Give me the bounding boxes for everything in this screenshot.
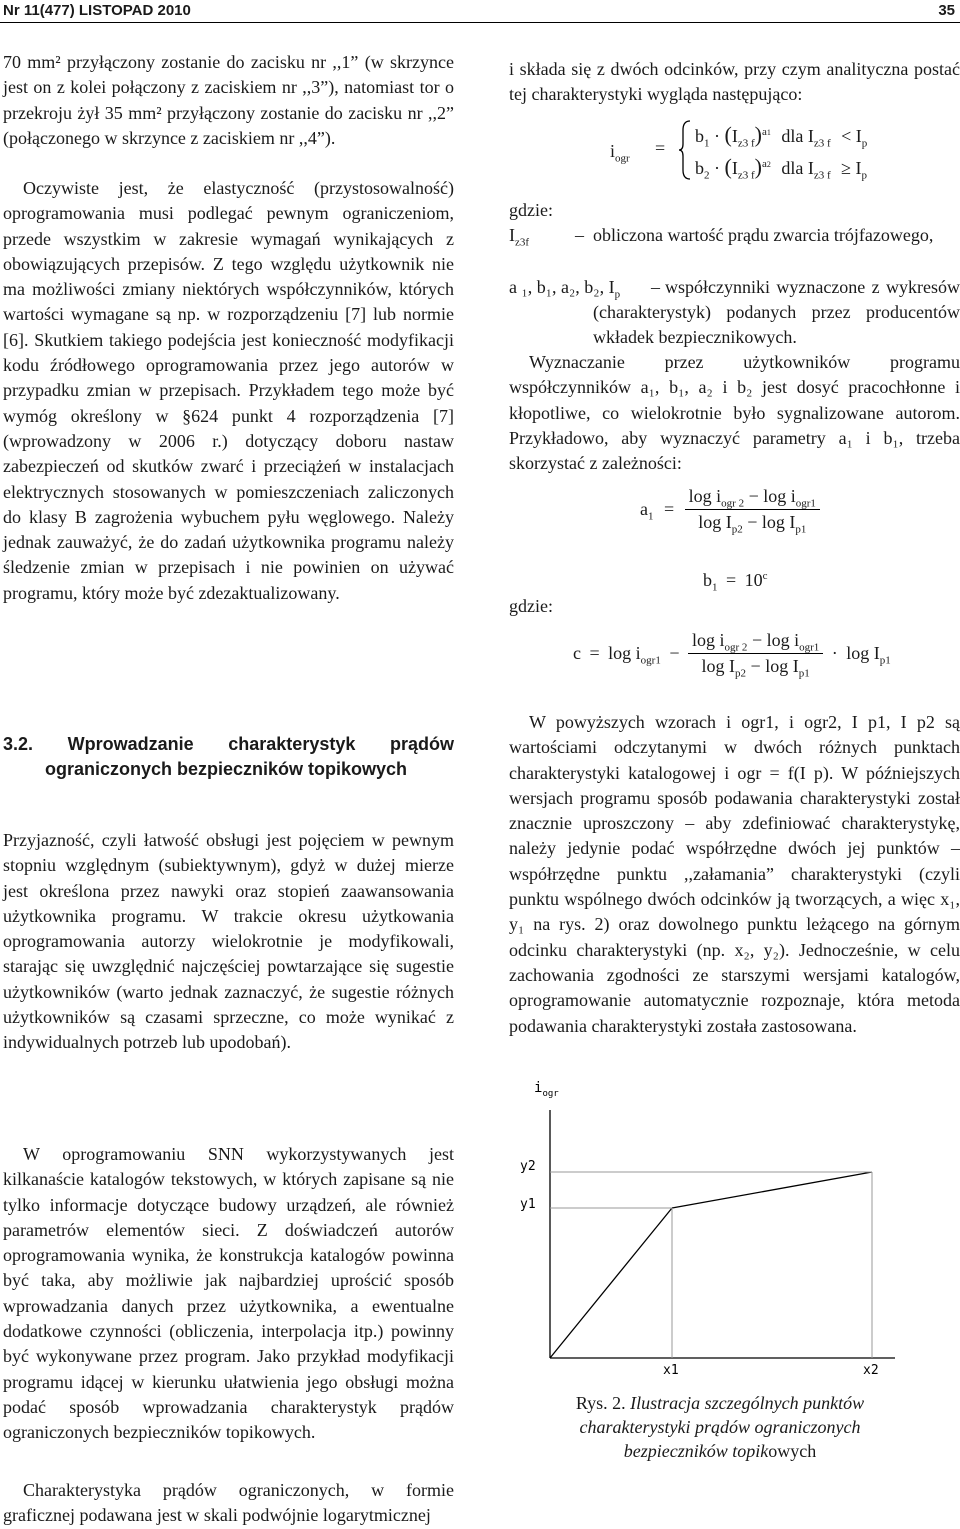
caption-line-3: bezpieczników topik (623, 1441, 769, 1461)
left-paragraph-2: Oczywiste jest, że elastyczność (przystosowalność) oprogramowania musi podlegać pewnym ograniczeniom, przede wszystkim w zakresie wymagań wynikających z obowiązujących przepisów. Z tego względu użytkownik nie ma możliwości zmiany niektórych współczynników, których wartości wymagane są np. w rozporządzeniu [7] lub normie [6]. Skutkiem takiego podejścia jest konieczność modyfikacji kodu źródłowego oprogramowania przez jego autorów w przypadku zmian w przepisach. Przykładem tego może być wymóg określony w §624 punkt 4 rozporządzenia [7] (wprowadzony w 2006 r.) dotyczący doboru nastaw zabezpieczeń od skutków zwarć i przeciążeń w instalacjach elektrycznych stosowanych w pomieszczeniach zaliczonych do klasy B zagrożenia wybuchem pyłu węglowego. Należy jednak zauważyć, że do zadań użytkownika programu należy śledzenie zmian w przepisach i nie powinien on używać programu, który może być zdezaktualizowany. (3, 178, 454, 603)
equation-a1: $a_1$ = $\frac{\log i_{ogr 2} - \log i_{ogr1}}{\log I_{p2} - \log I_{p1}}$ (640, 486, 820, 533)
section-title-word-3: prądów (389, 734, 454, 754)
characteristic-segment-1 (550, 1208, 672, 1358)
equation-piecewise (610, 118, 930, 188)
right-paragraph-1: i składa się z dwóch odcinków, przy czym analityczna postać tej charakterystyki wygląda następująco: (509, 59, 960, 105)
eq1-lhs: $i_{ogr}$ (610, 141, 630, 165)
caption-line-2: charakterystyki prądów ograniczonych (579, 1417, 861, 1437)
left-paragraph-1: 70 mm² przyłączony zostanie do zacisku nr ,,1” (w skrzynce jest on z kolei połączony z zaciskiem nr ,,3”), natomiast tor o przekroju żył 35 mm² przyłączony zostanie do zacisku nr ,,2” (połączonego w skrzynce z zaciskiem nr ,,4”). (3, 52, 454, 148)
definitions (509, 198, 960, 353)
figure-characteristic (520, 1070, 920, 1380)
x2-tick-label: x2 (863, 1363, 879, 1378)
page-header (0, 0, 960, 23)
page-number: 35 (938, 2, 955, 19)
journal-issue: Nr 11(477) LISTOPAD 2010 (3, 2, 191, 19)
left-paragraph-4: W oprogramowaniu SNN wykorzystywanych jest kilkanaście katalogów tekstowych, w których zapisane są nie tylko informacje dotyczące budowy urządzeń, ale również parametrów elementów sieci. Z doświadczeń autorów oprogramowania wynika, że konstrukcja katalogów powinna być taka, aby możliwie jak najbardziej uprościć sposób wprowadzania danych przez użytkownika, a ewentualne dodatkowe czynności (obliczenia, interpolacja itp.) powinny być wykonywane przez program. Jako przykład modyfikacji programu idącej w kierunku ułatwienia jego obsługi można podać sposób wprowadzania charakterystyk prądów ograniczonych bezpieczników topikowych. (3, 1144, 454, 1443)
eq1-brace (678, 120, 692, 180)
eq1-equals: = (655, 138, 666, 158)
section-number: 3.2. (3, 734, 34, 754)
x1-tick-label: x1 (663, 1363, 679, 1378)
equation-c: $c = \log i_{ogr1}$ − $\frac{\log i_{ogr 2} - \log i_{ogr1}}{\log I_{p2} - \log I_{p1}}$ · $\log I_{p1}$ (573, 630, 891, 680)
characteristic-segment-2 (672, 1172, 872, 1208)
left-paragraph-3: Przyjazność, czyli łatwość obsługi jest pojęciem w pewnym stopniu względnym (subiektywnym), gdyż w dużej mierze jest określona przez nawyki oraz stopień zaawansowania użytkownika programu. W trakcie okresu użytkowania oprogramowania autorzy wielokrotnie je modyfikowali, starając się uwzględnić najczęściej powtarzające się sugestie użytkowników (warto jednak zaznaczyć, że sugestie różnych użytkowników są czasami sprzeczne, co może wynikać z indywidualnych potrzeb lub upodobań). (3, 830, 454, 1053)
y1-tick-label: y1 (520, 1197, 536, 1212)
caption-prefix: Rys. 2. (575, 1393, 626, 1413)
caption-line-3-rest: owych (768, 1441, 817, 1461)
section-heading (3, 732, 454, 782)
eq1-row-2: $b_2 \cdot (I_{z3 f})^{a2}$ dla $I_{z3 f} \ge I_p$ (695, 154, 868, 182)
section-title-word-1: Wprowadzanie (67, 734, 194, 754)
section-title-word-2: charakterystyk (228, 734, 356, 754)
gdzie-label-1: gdzie: (509, 200, 553, 220)
right-paragraph-2: Wyznaczanie przez użytkowników programu współczynników a₁, b₁, a₂ i b₂ jest dosyć pracochłonne i kłopotliwe, co wielokrotnie było sygnalizowane autorom. Przykładowo, aby wyznaczyć parametry a₁ i b₁, trzeba skorzystać z zależności: (509, 352, 960, 474)
definition-2: a ₁, b₁, a₂, b₂, $I_p$ – współczynniki wyznaczone z wykresów (charakterystyk) podanych przez producentów wkładek bezpiecznikowych. (509, 277, 960, 347)
gdzie-label-2: gdzie: (509, 596, 553, 616)
figure-caption (520, 1391, 920, 1463)
left-column (3, 50, 454, 1529)
left-paragraph-5: Charakterystyka prądów ograniczonych, w formie graficznej podawana jest w skali podwójnie logarytmicznej (3, 1480, 454, 1526)
equation-b1: $b_1 = 10^c$ (703, 570, 768, 594)
section-title-line-2: ograniczonych bezpieczników topikowych (45, 759, 408, 779)
caption-line-1: Ilustracja szczególnych punktów (630, 1393, 865, 1413)
y-axis-label: $i_{ogr}$ (534, 1080, 559, 1099)
eq1-row-1: $b_1 \cdot (I_{z3 f})^{a1}$ dla $I_{z3 f} < I_p$ (695, 122, 868, 150)
y2-tick-label: y2 (520, 1159, 536, 1174)
right-paragraph-3: W powyższych wzorach i ogr1, i ogr2, I p1, I p2 są wartościami odczytanymi w dwóch różnych punktach charakterystyki katalogowej i ogr = f(I p). W późniejszych wersjach programu sposób podawania charakterystyki został znacznie uproszczony – aby zdefiniować charakterystykę, należy jedynie podać współrzędne dwóch jej punktów – współrzędne punktu ,,załamania” charakterystyki (czyli punktu wspólnego dwóch odcinków ją tworzących, a więc x₁, y₁ na rys. 2) oraz dowolnego punktu leżącego na górnym odcinku charakterystyki (np. x₂, y₂). Jednocześnie, w celu zachowania zgodności ze starszymi wersjami katalogów, oprogramowanie automatycznie rozpoznaje, która metoda podawania charakterystyki została zastosowana. (509, 712, 960, 1036)
definition-1: $I_{z3f}$ – obliczona wartość prądu zwarcia trójfazowego, (509, 225, 934, 249)
